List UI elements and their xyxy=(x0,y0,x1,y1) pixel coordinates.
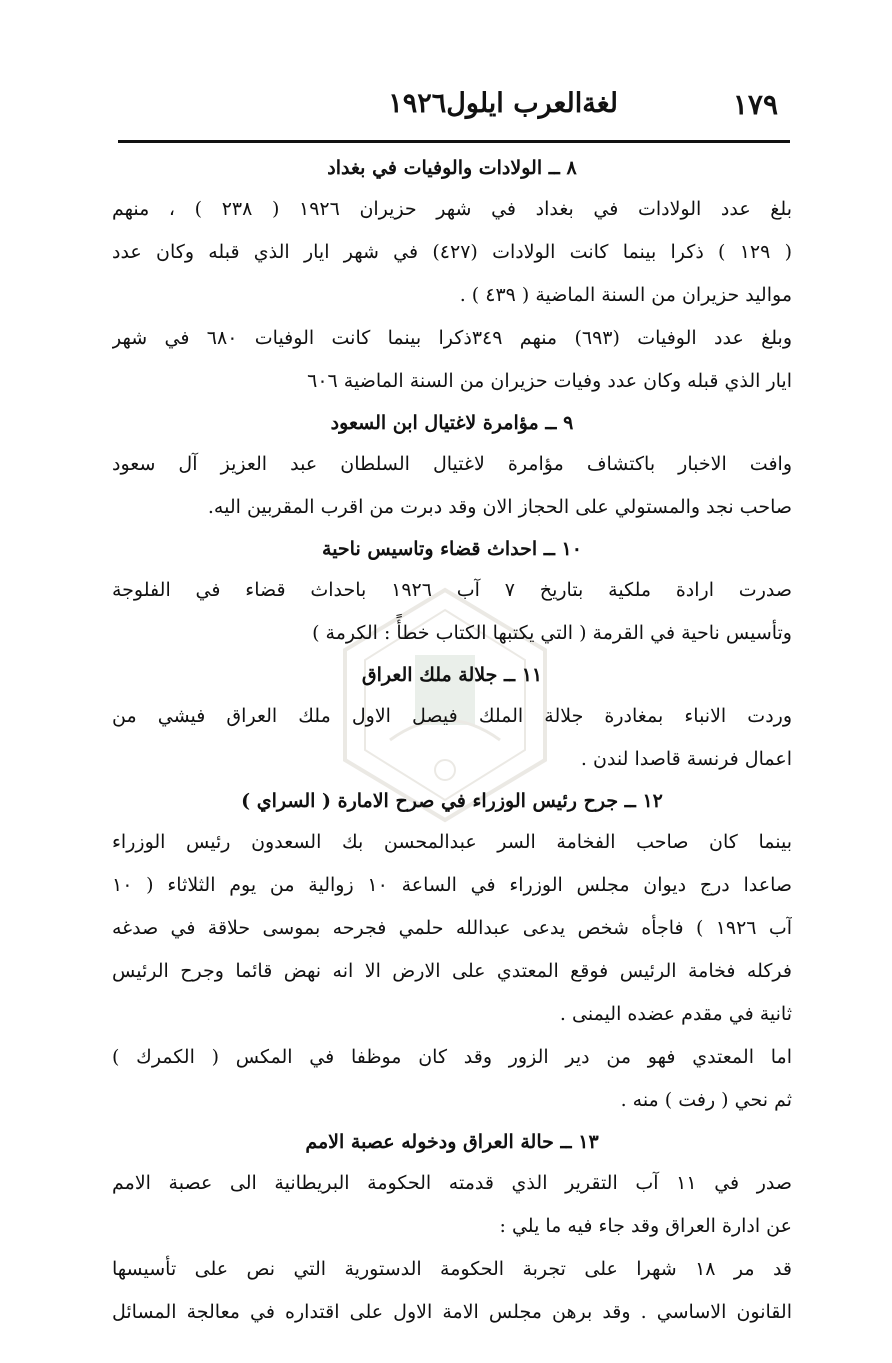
paragraph-line: آب ١٩٢٦ ) فاجأه شخص يدعى عبدالله حلمي فجرحه بموسى حلاقة في صدغه xyxy=(112,917,792,939)
paragraph-line: وردت الانباء بمغادرة جلالة الملك فيصل الاول ملك العراق فيشي من xyxy=(112,705,792,727)
paragraph-line: اما المعتدي فهو من دير الزور وقد كان موظفا في المكس ( الكمرك ) xyxy=(112,1046,792,1068)
paragraph-line: ( ١٢٩ ) ذكرا بينما كانت الولادات (٤٢٧) في شهر ايار الذي قبله وكان عدد xyxy=(112,241,792,263)
paragraph-line: القانون الاساسي . وقد برهن مجلس الامة الاول على اقتداره في معالجة المسائل xyxy=(112,1301,792,1323)
paragraph-line: قد مر ١٨ شهرا على تجربة الحكومة الدستورية التي نص على تأسيسها xyxy=(112,1258,792,1280)
section-heading: ١٠ ــ احداث قضاء وتاسيس ناحية xyxy=(322,538,582,560)
paragraph-line: عن ادارة العراق وقد جاء فيه ما يلي : xyxy=(499,1215,792,1237)
section-heading: ١٢ ــ جرح رئيس الوزراء في صرح الامارة ( السراي ) xyxy=(241,790,663,812)
section-heading: ٩ ــ مؤامرة لاغتيال ابن السعود xyxy=(330,412,574,434)
paragraph-line: وافت الاخبار باكتشاف مؤامرة لاغتيال السلطان عبد العزيز آل سعود xyxy=(112,453,792,475)
running-head: لغةالعرب ايلول١٩٢٦ xyxy=(388,88,618,119)
paragraph-line: بلغ عدد الولادات في بغداد في شهر حزيران ١٩٢٦ ( ٢٣٨ ) ، منهم xyxy=(112,198,792,220)
section-heading: ١٣ ــ حالة العراق ودخوله عصبة الامم xyxy=(305,1131,599,1153)
section-heading: ٨ ــ الولادات والوفيات في بغداد xyxy=(327,157,577,179)
section-heading: ١١ ــ جلالة ملك العراق xyxy=(361,664,543,686)
paragraph-line: صاعدا درج ديوان مجلس الوزراء في الساعة ١٠ زوالية من يوم الثلاثاء ( ١٠ xyxy=(112,874,792,896)
header-rule xyxy=(118,140,790,143)
paragraph-line: ثم نحي ( رفت ) منه . xyxy=(620,1089,792,1111)
paragraph-line: صدر في ١١ آب التقرير الذي قدمته الحكومة البريطانية الى عصبة الامم xyxy=(112,1172,792,1194)
paragraph-line: مواليد حزيران من السنة الماضية ( ٤٣٩ ) . xyxy=(459,284,792,306)
paragraph-line: صاحب نجد والمستولي على الحجاز الان وقد دبرت من اقرب المقربين اليه. xyxy=(207,496,792,518)
paragraph-line: ثانية في مقدم عضده اليمنى . xyxy=(559,1003,792,1025)
paragraph-line: فركله فخامة الرئيس فوقع المعتدي على الارض الا انه نهض قائما وجرح الرئيس xyxy=(112,960,792,982)
page-number: ١٧٩ xyxy=(732,88,778,121)
paragraph-line: وبلغ عدد الوفيات (٦٩٣) منهم ٣٤٩ذكرا بينما كانت الوفيات ٦٨٠ في شهر xyxy=(112,327,792,349)
paragraph-line: ايار الذي قبله وكان عدد وفيات حزيران من السنة الماضية ٦٠٦ xyxy=(307,370,792,392)
page-header xyxy=(118,82,778,130)
paragraph-line: اعمال فرنسة قاصدا لندن . xyxy=(580,748,792,770)
paragraph-line: صدرت ارادة ملكية بتاريخ ٧ آب ١٩٢٦ باحداث قضاء في الفلوجة xyxy=(112,579,792,601)
paragraph-line: بينما كان صاحب الفخامة السر عبدالمحسن بك السعدون رئيس الوزراء xyxy=(112,831,792,853)
paragraph-line: وتأسيس ناحية في القرمة ( التي يكتبها الكتاب خطأً : الكرمة ) xyxy=(312,622,792,644)
article-body xyxy=(112,148,792,1334)
